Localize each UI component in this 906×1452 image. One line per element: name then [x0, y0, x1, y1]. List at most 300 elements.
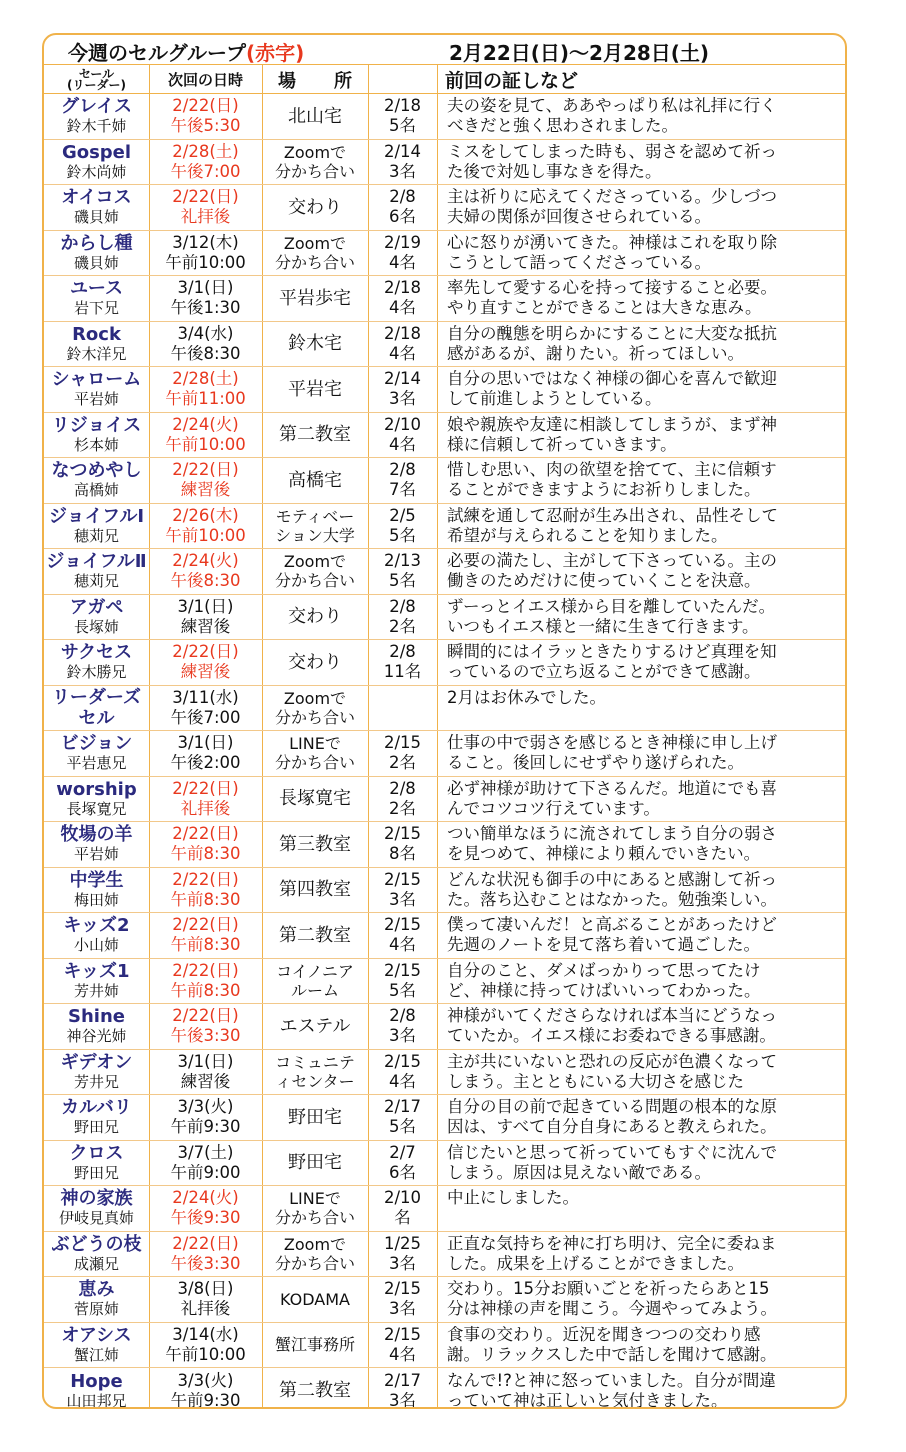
next-date-day: 2/22(日)	[172, 915, 239, 935]
place-line-1: 長塚寛宅	[279, 788, 351, 810]
previous-date: 2/17	[383, 1097, 422, 1117]
cell-leader: 長塚寛兄	[66, 799, 127, 818]
testimony-line-2: っているので立ち返ることができて感謝。	[447, 662, 761, 682]
testimony	[437, 1277, 847, 1322]
place-line-2: 分かち合い	[274, 1208, 355, 1228]
table-row	[44, 231, 845, 277]
meeting-place	[262, 185, 368, 230]
cell-leader: 鈴木尚姉	[66, 162, 127, 181]
previous-meeting	[368, 777, 437, 822]
place-line-1: 野田宅	[288, 1106, 342, 1128]
meeting-place	[262, 777, 368, 822]
next-date-day: 2/22(日)	[172, 187, 239, 207]
col-cell-label: セール	[78, 66, 115, 81]
place-line-2: ィセンター	[275, 1071, 355, 1091]
next-date-time: 午前8:30	[170, 844, 241, 864]
meeting-place	[262, 640, 368, 685]
cell-leader: 穂苅兄	[73, 572, 119, 591]
testimony-line-2: 先週のノートを見て落ち着いて過ごした。	[447, 935, 761, 955]
previous-count: 6名	[389, 1162, 416, 1182]
testimony-line-2: っていて神は正しいと気付きました。	[447, 1390, 728, 1409]
previous-meeting	[368, 640, 437, 685]
testimony-line-1: ミスをしてしまった時も、弱さを認めて祈っ	[447, 141, 777, 161]
place-line-2: 分かち合い	[274, 1253, 355, 1273]
testimony-line-1: 僕って凄いんだ！と高ぶることがあったけど	[447, 915, 777, 935]
next-date-day: 3/1(日)	[177, 733, 234, 753]
meeting-place	[262, 1277, 368, 1322]
cell-group	[44, 959, 149, 1004]
cell-name: 中学生	[69, 869, 124, 891]
testimony	[437, 731, 847, 776]
table-row	[44, 413, 845, 459]
cell-name: からし種	[60, 232, 133, 254]
previous-date: 2/7	[389, 1142, 416, 1162]
testimony-line-2: ど、神様に持ってけばいいってわかった。	[447, 980, 761, 1000]
table-row	[44, 367, 845, 413]
testimony	[437, 822, 847, 867]
table-row	[44, 595, 845, 641]
testimony-line-1: 仕事の中で弱さを感じるとき神様に申し上げ	[447, 733, 777, 753]
meeting-place	[262, 549, 368, 594]
cell-leader: 梅田姉	[73, 890, 119, 909]
cell-leader: 菅原姉	[73, 1300, 119, 1319]
next-date	[149, 185, 262, 230]
cell-name: オイコス	[61, 187, 132, 209]
cell-name: ぶどうの枝	[51, 1233, 142, 1255]
testimony	[437, 686, 847, 731]
place-line-1: KODAMA	[280, 1289, 350, 1309]
table-row	[44, 1368, 845, 1409]
testimony-line-2: 分は神様の声を聞こう。今週やってみよう。	[447, 1299, 777, 1319]
next-date-time: 午前9:30	[170, 1117, 241, 1137]
col-place: 場 所	[278, 70, 362, 92]
meeting-place	[262, 140, 368, 185]
cell-name: Gospel	[61, 141, 132, 163]
testimony-line-1: 必要の満たし、主がして下さっている。主の	[447, 551, 777, 571]
previous-meeting	[368, 1141, 437, 1186]
previous-meeting	[368, 1050, 437, 1095]
testimony-line-1: 娘や親族や友達に相談してしまうが、まず神	[447, 414, 777, 434]
place-line-1: コミュニテ	[275, 1052, 355, 1072]
testimony	[437, 231, 847, 276]
next-date-day: 3/1(日)	[177, 278, 234, 298]
cell-group	[44, 1141, 149, 1186]
place-line-1: モティベー	[275, 506, 355, 526]
previous-count: 名	[394, 1208, 411, 1228]
previous-meeting	[368, 1323, 437, 1368]
testimony	[437, 1095, 847, 1140]
title-text: 今週のセルグループ	[68, 41, 246, 65]
place-line-1: 平岩宅	[288, 378, 342, 400]
next-date	[149, 959, 262, 1004]
previous-meeting	[368, 458, 437, 503]
cell-group	[44, 504, 149, 549]
cell-group	[44, 367, 149, 412]
previous-meeting	[368, 276, 437, 321]
next-date	[149, 549, 262, 594]
testimony	[437, 868, 847, 913]
cell-name: ジョイフルⅡ	[46, 551, 147, 573]
cell-group	[44, 1095, 149, 1140]
next-date-time: 練習後	[180, 662, 231, 682]
place-line-2: ルーム	[290, 980, 339, 1000]
cell-leader: 高橋姉	[73, 481, 119, 500]
table-row	[44, 822, 845, 868]
testimony	[437, 140, 847, 185]
previous-count: 4名	[389, 252, 416, 272]
table-title	[68, 37, 304, 66]
cell-leader: 平岩姉	[73, 845, 119, 864]
cell-leader: 磯貝姉	[73, 208, 119, 227]
previous-meeting	[368, 140, 437, 185]
cell-name: カルバリ	[61, 1097, 132, 1119]
table-row	[44, 959, 845, 1005]
meeting-place	[262, 1004, 368, 1049]
previous-count: 3名	[389, 1253, 416, 1273]
meeting-place	[262, 822, 368, 867]
next-date	[149, 322, 262, 367]
cell-group	[44, 549, 149, 594]
next-date-day: 2/22(日)	[172, 642, 239, 662]
previous-date: 2/14	[383, 141, 422, 161]
table-row	[44, 1141, 845, 1187]
meeting-place	[262, 1323, 368, 1368]
testimony-line-2: ることができますようにお祈りしました。	[447, 480, 761, 500]
next-date-time: 午前8:30	[170, 889, 241, 909]
cell-group	[44, 731, 149, 776]
previous-count: 4名	[389, 434, 416, 454]
next-date	[149, 868, 262, 913]
previous-count: 5名	[389, 1117, 416, 1137]
cell-group	[44, 640, 149, 685]
next-date	[149, 140, 262, 185]
cell-name: 神の家族	[60, 1188, 133, 1210]
testimony-line-1: 主が共にいないと恐れの反応が色濃くなって	[447, 1051, 777, 1071]
testimony-line-1: 惜しむ思い、肉の欲望を捨てて、主に信頼す	[447, 460, 777, 480]
testimony	[437, 1050, 847, 1095]
testimony	[437, 185, 847, 230]
place-line-2: ション大学	[275, 525, 355, 545]
cell-leader: 杉本姉	[73, 435, 119, 454]
cell-leader: 岩下兄	[73, 299, 119, 318]
testimony-line-2: しまう。主とともにいる大切さを感じた	[447, 1071, 744, 1091]
previous-date: 2/17	[383, 1370, 422, 1390]
cell-group	[44, 1050, 149, 1095]
table-row	[44, 1232, 845, 1278]
testimony-line-1: 自分の思いではなく神様の御心を喜んで歓迎	[447, 369, 777, 389]
cell-group	[44, 913, 149, 958]
place-line-1: 交わり	[288, 651, 342, 673]
previous-count: 2名	[389, 753, 416, 773]
cell-group	[44, 1368, 149, 1409]
previous-meeting	[368, 322, 437, 367]
previous-meeting	[368, 595, 437, 640]
next-date-time: 午前10:00	[165, 1344, 246, 1364]
next-date-day: 2/24(火)	[172, 414, 239, 434]
next-date-time: 午前8:30	[170, 935, 241, 955]
testimony-line-1: 率先して愛する心を持って接すること必要。	[447, 278, 777, 298]
meeting-place	[262, 504, 368, 549]
previous-date: 2/18	[383, 278, 422, 298]
cell-leader: 野田兄	[73, 1118, 119, 1137]
next-date-day: 3/14(水)	[172, 1324, 239, 1344]
testimony-line-2: した。成果を上げることができました。	[447, 1253, 744, 1273]
next-date-day: 2/24(火)	[172, 551, 239, 571]
cell-name: Hope	[70, 1370, 123, 1392]
next-date-day: 2/26(木)	[172, 505, 239, 525]
previous-count: 4名	[389, 935, 416, 955]
previous-count: 2名	[389, 798, 416, 818]
next-date	[149, 231, 262, 276]
testimony-line-2: 感があるが、謝りたい。祈ってほしい。	[447, 343, 744, 363]
place-line-1: 第四教室	[279, 879, 351, 901]
cell-group	[44, 595, 149, 640]
previous-meeting	[368, 822, 437, 867]
date-range: 2月22日(日)〜2月28日(土)	[449, 41, 710, 65]
cell-name: Shine	[68, 1006, 125, 1028]
next-date	[149, 1050, 262, 1095]
previous-count: 3名	[389, 1026, 416, 1046]
col-testimony: 前回の証しなど	[445, 70, 579, 92]
next-date-time: 礼拝後	[180, 1299, 231, 1319]
previous-date: 2/15	[383, 915, 422, 935]
table-row	[44, 777, 845, 823]
next-date-time: 午後8:30	[170, 571, 241, 591]
table-row	[44, 1050, 845, 1096]
cell-leader: 芳井兄	[73, 1072, 119, 1091]
next-date-time: 午後3:30	[170, 1253, 241, 1273]
previous-count: 7名	[389, 480, 416, 500]
next-date	[149, 731, 262, 776]
place-line-1: 高橋宅	[288, 469, 342, 491]
previous-date: 2/10	[383, 1188, 422, 1208]
col-cell-leader	[44, 65, 149, 94]
place-line-2: 分かち合い	[274, 571, 355, 591]
next-date-time: 礼拝後	[180, 798, 231, 818]
table-row	[44, 686, 845, 732]
meeting-place	[262, 731, 368, 776]
next-date-day: 3/3(火)	[177, 1370, 234, 1390]
cell-leader: 芳井姉	[73, 981, 119, 1000]
next-date-time: 午後9:30	[170, 1208, 241, 1228]
testimony-line-1: 瞬間的にはイラッときたりするけど真理を知	[447, 642, 777, 662]
next-date	[149, 413, 262, 458]
previous-meeting	[368, 94, 437, 139]
col-leader-label: (リーダー)	[67, 77, 126, 92]
place-line-1: Zoomで	[283, 1234, 347, 1254]
cell-name: オアシス	[61, 1324, 132, 1346]
next-date-day: 2/22(日)	[172, 96, 239, 116]
table-row	[44, 1323, 845, 1369]
testimony-line-2: 働きのためだけに使っていくことを決意。	[447, 571, 761, 591]
meeting-place	[262, 413, 368, 458]
cell-group	[44, 276, 149, 321]
next-date	[149, 1095, 262, 1140]
testimony-line-2: ること。後回しにせずやり遂げられた。	[447, 753, 744, 773]
testimony-line-2: 夫婦の関係が回復させられている。	[447, 207, 711, 227]
previous-meeting	[368, 686, 437, 731]
previous-meeting	[368, 504, 437, 549]
column-headers	[44, 65, 845, 94]
table-row	[44, 868, 845, 914]
cell-name: 牧場の羊	[60, 824, 133, 846]
cell-name: リーダーズ	[51, 686, 142, 708]
next-date-day: 3/4(水)	[177, 323, 234, 343]
place-line-1: 第二教室	[279, 424, 351, 446]
next-date-time: 練習後	[180, 1071, 231, 1091]
cell-group	[44, 822, 149, 867]
cell-leader: セル	[78, 707, 115, 729]
cell-name: サクセス	[60, 642, 133, 664]
cell-leader: 伊岐見真姉	[58, 1209, 134, 1228]
next-date	[149, 367, 262, 412]
previous-count: 3名	[389, 1390, 416, 1409]
testimony	[437, 322, 847, 367]
meeting-place	[262, 686, 368, 731]
testimony-line-1: 神様がいてくださらなければ本当にどうなっ	[447, 1006, 777, 1026]
cell-leader: 野田兄	[73, 1163, 119, 1182]
previous-date: 2/15	[383, 1324, 422, 1344]
cell-name: Rock	[72, 323, 121, 345]
meeting-place	[262, 1368, 368, 1409]
next-date	[149, 595, 262, 640]
cell-name: グレイス	[61, 96, 132, 118]
testimony-line-1: 正直な気持ちを神に打ち明け、完全に委ねま	[447, 1233, 777, 1253]
place-line-1: Zoomで	[283, 552, 347, 572]
cell-name: クロス	[69, 1142, 124, 1164]
testimony	[437, 504, 847, 549]
cell-group	[44, 231, 149, 276]
testimony-line-2: 希望が与えられることを知りました。	[447, 525, 728, 545]
place-line-1: 野田宅	[288, 1152, 342, 1174]
place-line-1: LINEで	[289, 734, 341, 754]
previous-count: 4名	[389, 343, 416, 363]
testimony	[437, 595, 847, 640]
cell-group	[44, 1004, 149, 1049]
testimony-line-2: 謝。リラックスした中で話しを聞けて感謝。	[447, 1344, 777, 1364]
cell-group	[44, 1323, 149, 1368]
next-date-time: 練習後	[180, 480, 231, 500]
place-line-1: 交わり	[288, 606, 342, 628]
previous-meeting	[368, 1186, 437, 1231]
place-line-1: Zoomで	[283, 233, 347, 253]
next-date-day: 3/12(木)	[172, 232, 239, 252]
cell-leader: 成瀬兄	[73, 1254, 119, 1273]
previous-date: 2/8	[389, 596, 416, 616]
cell-name: ユース	[69, 278, 124, 300]
previous-date: 2/5	[389, 505, 416, 525]
table-row	[44, 322, 845, 368]
testimony-line-2: 因は、すべて自分自身にあると教えられた。	[447, 1117, 777, 1137]
next-date-time: 午後7:00	[170, 161, 241, 181]
previous-meeting	[368, 959, 437, 1004]
next-date	[149, 822, 262, 867]
testimony-line-2: た。落ち込むことはなかった。勉強楽しい。	[447, 889, 777, 909]
previous-date: 2/8	[389, 778, 416, 798]
previous-date: 2/15	[383, 1051, 422, 1071]
previous-date: 2/15	[383, 1279, 422, 1299]
cell-group-table	[42, 33, 847, 1409]
meeting-place	[262, 959, 368, 1004]
next-date-day: 3/7(土)	[177, 1142, 234, 1162]
testimony-line-1: 主は祈りに応えてくださっている。少しづつ	[447, 187, 777, 207]
next-date	[149, 640, 262, 685]
meeting-place	[262, 913, 368, 958]
previous-meeting	[368, 185, 437, 230]
previous-meeting	[368, 413, 437, 458]
testimony-line-2: やり直すことができることは大きな恵み。	[447, 298, 762, 318]
testimony	[437, 777, 847, 822]
cell-leader: 平岩姉	[73, 390, 119, 409]
place-line-1: エステル	[279, 1015, 351, 1037]
title-red-note: (赤字)	[246, 41, 305, 65]
testimony-line-2: して前進しようとしている。	[447, 389, 662, 409]
testimony-line-1: 信じたいと思って祈っていてもすぐに沈んで	[447, 1142, 777, 1162]
cell-name: キッズ1	[63, 960, 130, 982]
table-row	[44, 185, 845, 231]
next-date-time: 午前9:00	[170, 1162, 241, 1182]
previous-count: 5名	[389, 571, 416, 591]
previous-count: 4名	[389, 1344, 416, 1364]
previous-meeting	[368, 1095, 437, 1140]
meeting-place	[262, 94, 368, 139]
place-line-2: 分かち合い	[274, 252, 355, 272]
meeting-place	[262, 1232, 368, 1277]
testimony	[437, 640, 847, 685]
meeting-place	[262, 367, 368, 412]
table-row	[44, 640, 845, 686]
place-line-1: 第三教室	[279, 833, 351, 855]
cell-name: なつめやし	[51, 460, 142, 482]
next-date	[149, 1141, 262, 1186]
table-row	[44, 276, 845, 322]
previous-meeting	[368, 549, 437, 594]
previous-count: 2名	[389, 616, 416, 636]
cell-leader: 鈴木勝兄	[66, 663, 127, 682]
next-date-day: 2/22(日)	[172, 824, 239, 844]
next-date	[149, 1232, 262, 1277]
next-date	[149, 94, 262, 139]
next-date-time: 午後1:30	[170, 298, 241, 318]
previous-meeting	[368, 731, 437, 776]
testimony-line-1: ずーっとイエス様から目を離していたんだ。	[447, 596, 776, 616]
next-date-time: 午前10:00	[165, 252, 246, 272]
testimony	[437, 913, 847, 958]
testimony-line-2: た後で対処し事なきを得た。	[447, 161, 662, 181]
next-date-day: 2/22(日)	[172, 960, 239, 980]
testimony-line-1: 食事の交わり。近況を聞きつつの交わり感	[447, 1324, 761, 1344]
cell-group	[44, 777, 149, 822]
table-row	[44, 140, 845, 186]
next-date-time: 午前8:30	[170, 980, 241, 1000]
table-row	[44, 1004, 845, 1050]
table-header	[44, 35, 845, 65]
table-row	[44, 1186, 845, 1232]
place-line-1: 鈴木宅	[288, 333, 342, 355]
previous-date: 2/15	[383, 869, 422, 889]
cell-leader: 山田邦兄	[66, 1391, 127, 1409]
next-date-day: 2/22(日)	[172, 1006, 239, 1026]
cell-name: ビジョン	[60, 733, 133, 755]
place-line-1: 第二教室	[279, 1380, 351, 1402]
place-line-1: 北山宅	[288, 105, 342, 127]
cell-name: シャローム	[51, 369, 142, 391]
meeting-place	[262, 1186, 368, 1231]
previous-date: 2/18	[383, 323, 422, 343]
previous-count: 4名	[389, 298, 416, 318]
previous-count: 8名	[389, 844, 416, 864]
next-date	[149, 1368, 262, 1409]
